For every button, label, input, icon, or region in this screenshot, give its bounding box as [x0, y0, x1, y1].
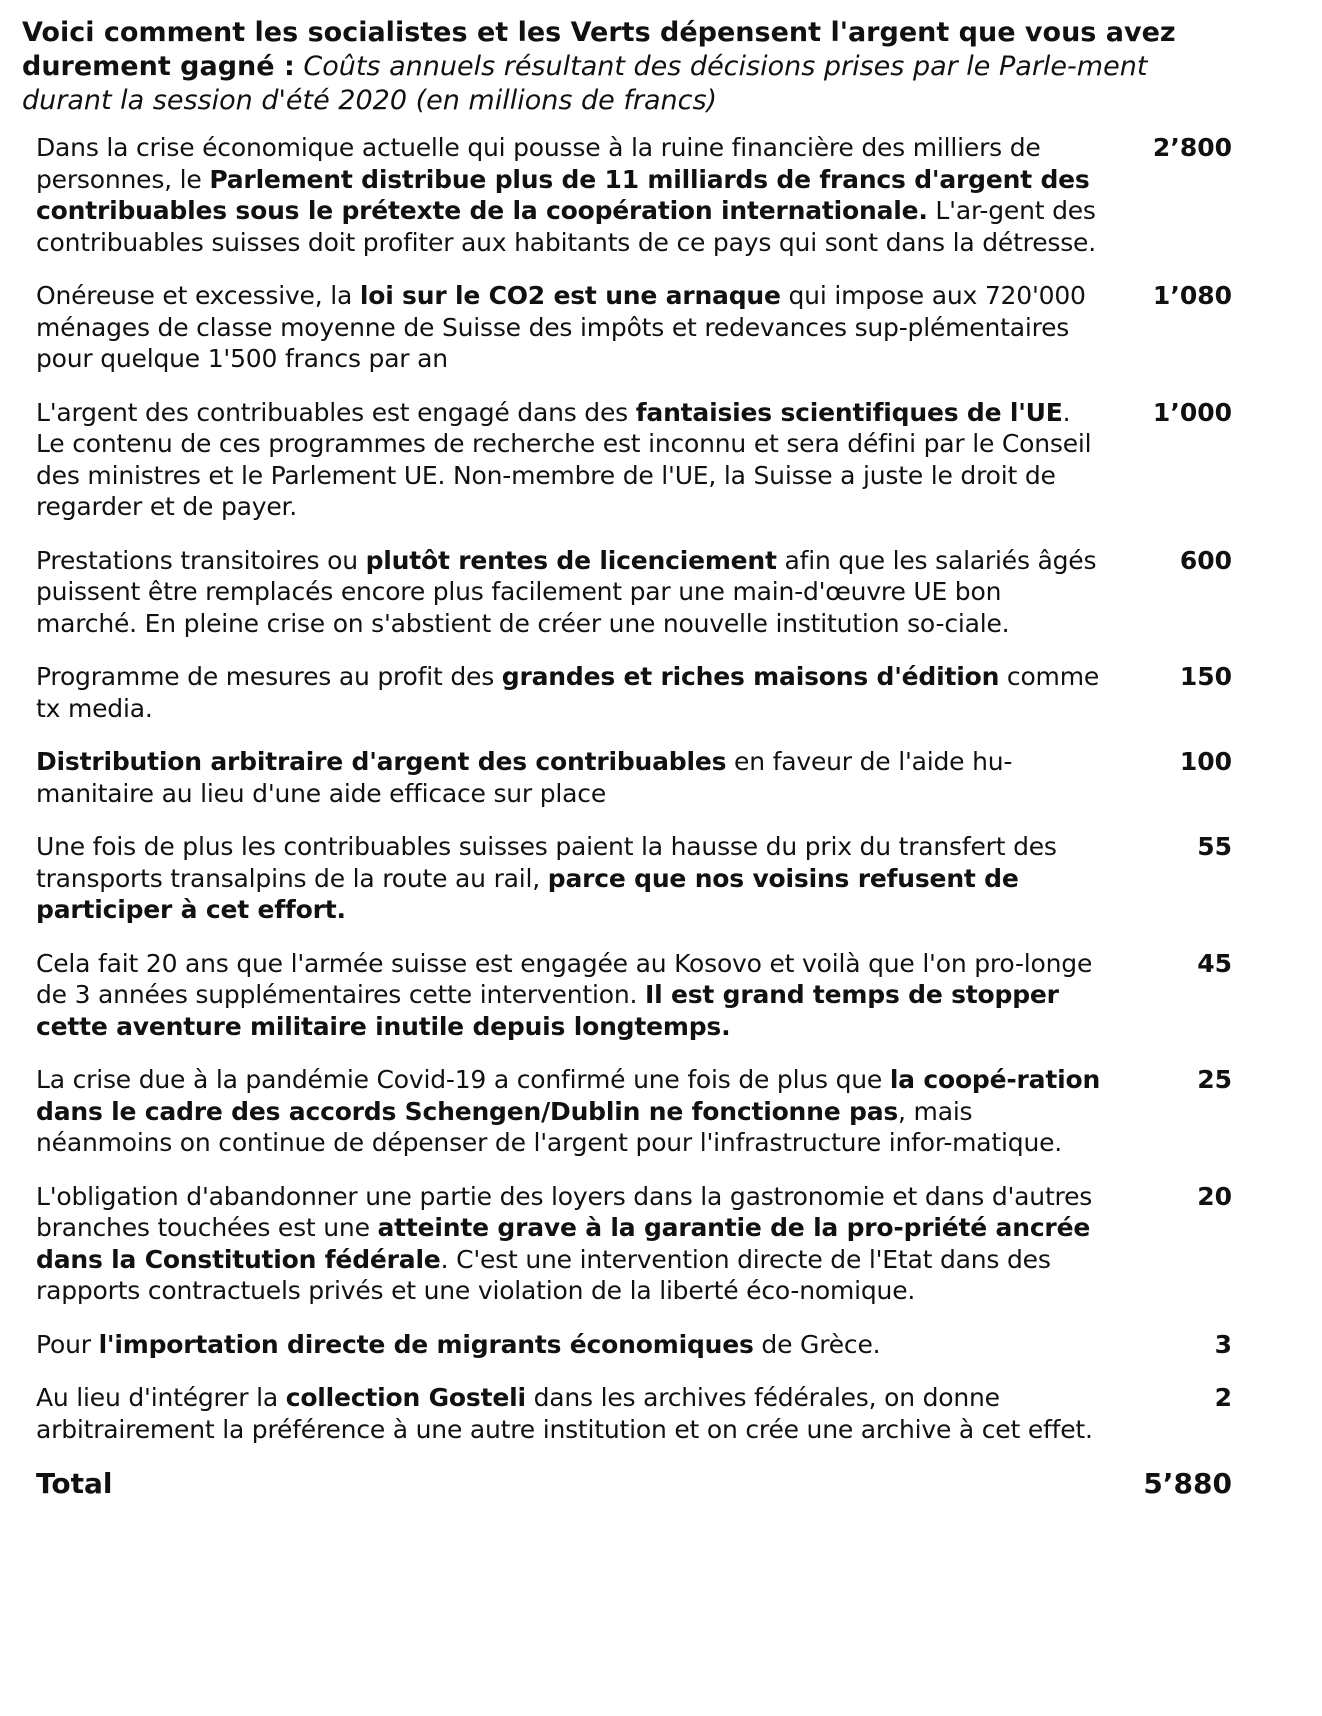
cost-list: [22, 132, 1232, 1445]
cost-amount: 1’080: [1152, 281, 1232, 310]
cost-description: [36, 1181, 1101, 1307]
body-text: L'obligation d'abandonner une partie des loyers dans la gastronomie et dans d'autres branches touchées est une: [36, 1181, 1093, 1242]
heading-title: Voici comment les socialistes et les Verts dépensent l'argent que vous avez durement gagné :: [22, 17, 1176, 82]
cost-description: [36, 661, 1101, 724]
cost-description: [36, 280, 1101, 375]
cost-row: [36, 1064, 1232, 1159]
emphasis-text: parce que nos voisins refusent de participer à cet effort.: [36, 863, 1019, 924]
body-text: Au lieu d'intégrer la: [36, 1383, 286, 1412]
body-text: Dans la crise économique actuelle qui pousse à la ruine financière des milliers de personnes, le: [36, 133, 1041, 194]
body-text: en faveur de l'aide hu-manitaire au lieu d'une aide efficace sur place: [36, 747, 1013, 808]
cost-description: [36, 545, 1101, 640]
body-text: . Le contenu de ces programmes de recherche est inconnu et sera défini par le Conseil des ministres et le Parlement UE. Non-membre de l'UE, la Suisse a juste le droit de regarder et de payer.: [36, 397, 1092, 521]
cost-row: [36, 545, 1232, 640]
body-text: afin que les salariés âgés puissent être remplacés encore plus facilement par une main-d'œuvre UE bon marché. En pleine crise on s'abstient de créer une nouvelle institution so-ciale.: [36, 545, 1097, 638]
cost-description: [36, 1064, 1101, 1159]
cost-row: [36, 746, 1232, 809]
cost-row: [36, 661, 1232, 724]
cost-description: [36, 132, 1101, 258]
cost-amount: 3: [1214, 1329, 1232, 1359]
body-text: Une fois de plus les contribuables suisses paient la hausse du prix du transfert des transports transalpins de la route au rail,: [36, 832, 1057, 893]
cost-row: [36, 948, 1232, 1043]
cost-amount: 25: [1197, 1065, 1232, 1094]
cost-description: [36, 831, 1101, 926]
cost-amount: 2: [1214, 1383, 1232, 1412]
body-text: . C'est une intervention directe de l'Etat dans des rapports contractuels privés et une violation de la liberté éco-nomique.: [36, 1244, 1051, 1305]
cost-row: [36, 1382, 1232, 1445]
page-heading: [22, 16, 1232, 118]
cost-description: [36, 746, 1101, 809]
cost-amount: 2’800: [1152, 133, 1232, 162]
total-label: Total: [36, 1467, 113, 1500]
cost-description: [36, 1329, 1101, 1361]
emphasis-text: Il est grand temps de stopper cette aventure militaire inutile depuis longtemps.: [36, 980, 1059, 1041]
emphasis-text: l'importation directe de migrants économiques: [98, 1329, 754, 1359]
total-row: [36, 1467, 1232, 1501]
body-text: dans les archives fédérales, on donne arbitrairement la préférence à une autre institution et on crée une archive à cet effet.: [36, 1383, 1093, 1444]
cost-amount: 55: [1197, 832, 1232, 861]
total-amount: 5’880: [1143, 1467, 1232, 1500]
cost-amount: 45: [1197, 948, 1232, 978]
emphasis-text: Distribution arbitraire d'argent des contribuables: [36, 747, 727, 776]
body-text: Cela fait 20 ans que l'armée suisse est engagée au Kosovo et voilà que l'on pro-longe de 3 années supplémentaires cette intervention.: [36, 948, 1093, 1009]
heading-subtitle: Coûts annuels résultant des décisions prises par le Parle-ment durant la session d'été 2020 (en millions de francs): [22, 51, 1148, 116]
cost-row: [36, 132, 1232, 258]
emphasis-text: la coopé-ration dans le cadre des accords Schengen/Dublin ne fonctionne pas: [36, 1065, 1101, 1126]
cost-amount: 100: [1179, 747, 1232, 776]
body-text: L'argent des contribuables est engagé dans des: [36, 397, 636, 427]
body-text: L'ar-gent des contribuables suisses doit profiter aux habitants de ce pays qui sont dans la détresse.: [36, 196, 1096, 257]
emphasis-text: grandes et riches maisons d'édition: [501, 662, 1000, 691]
body-text: Prestations transitoires ou: [36, 545, 366, 575]
cost-amount: 1’000: [1152, 397, 1232, 427]
body-text: Programme de mesures au profit des: [36, 662, 502, 691]
emphasis-text: loi sur le CO2 est une arnaque: [359, 281, 781, 310]
cost-description: [36, 397, 1101, 523]
cost-row: [36, 1329, 1232, 1361]
cost-row: [36, 1181, 1232, 1307]
cost-description: [36, 1382, 1101, 1445]
cost-row: [36, 831, 1232, 926]
cost-amount: 150: [1179, 662, 1232, 691]
body-text: , mais néanmoins on continue de dépenser de l'argent pour l'infrastructure infor-matique.: [36, 1096, 1063, 1157]
emphasis-text: Parlement distribue plus de 11 milliards de francs d'argent des contribuables sous le prétexte de la coopération internationale.: [36, 164, 1090, 225]
body-text: La crise due à la pandémie Covid-19 a confirmé une fois de plus que: [36, 1065, 890, 1094]
cost-row: [36, 397, 1232, 523]
body-text: Onéreuse et excessive, la: [36, 281, 360, 310]
emphasis-text: fantaisies scientifiques de l'UE: [635, 397, 1063, 427]
body-text: de Grèce.: [753, 1329, 881, 1359]
cost-amount: 600: [1179, 545, 1232, 575]
body-text: Pour: [36, 1329, 99, 1359]
cost-amount: 20: [1197, 1181, 1232, 1211]
cost-row: [36, 280, 1232, 375]
cost-description: [36, 948, 1101, 1043]
emphasis-text: collection Gosteli: [285, 1383, 526, 1412]
emphasis-text: plutôt rentes de licenciement: [365, 545, 777, 575]
body-text: qui impose aux 720'000 ménages de classe moyenne de Suisse des impôts et redevances sup-plémentaires pour quelque 1'500 francs par an: [36, 281, 1086, 373]
emphasis-text: atteinte grave à la garantie de la pro-priété ancrée dans la Constitution fédérale: [36, 1213, 1091, 1274]
body-text: comme tx media.: [36, 662, 1100, 723]
